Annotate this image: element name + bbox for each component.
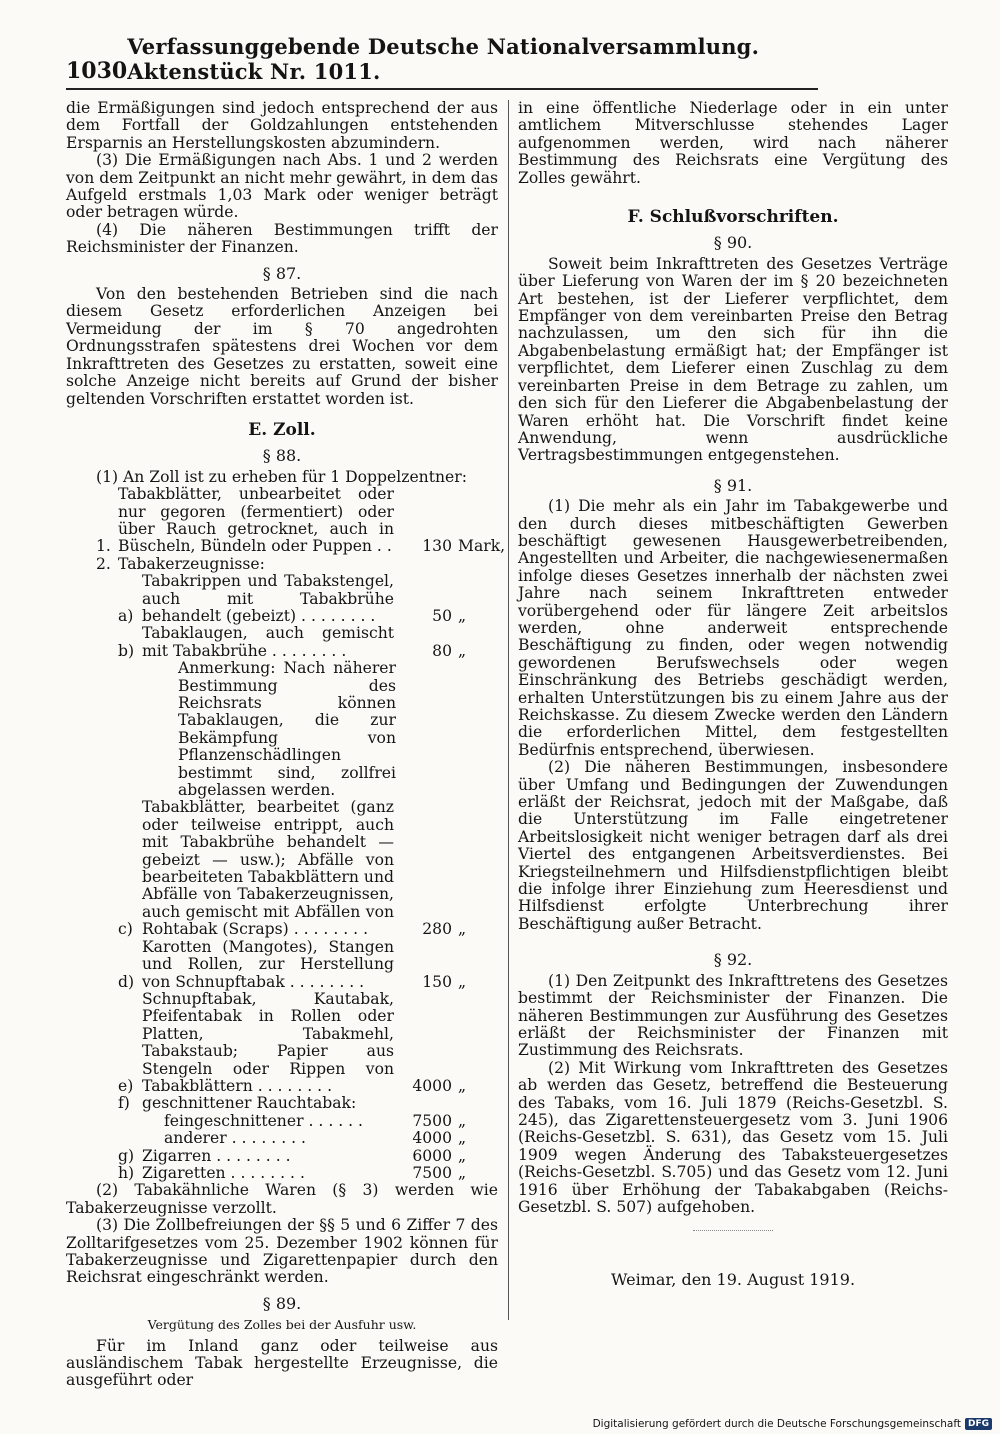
- paragraph: (2) Die näheren Bestimmungen, insbesondere über Umfang und Bedingungen der Zuwendungen erläßt der Reichsrat, jedoch mit der Maßgabe, daß die Unterstützung im Falle eingetretener Arbeitslosigkeit nicht weniger betragen darf als drei Viertel des entgangenen Arbeitsverdienstes. Bei Kriegsteilnehmern und Hilfsdienstpflichtigen bleibt die infolge ihrer Einziehung zum Heeresdienst und Hilfsdienst erfolgte Unterbrechung ihrer Beschäftigung außer Betracht.: [518, 758, 948, 933]
- section-number: § 89.: [262, 1293, 302, 1313]
- page-number: 1030: [66, 58, 128, 84]
- section-number: § 90.: [713, 233, 753, 253]
- section-number: § 91.: [713, 475, 753, 495]
- paragraph: (3) Die Zollbefreiungen der §§ 5 und 6 Ziffer 7 des Zolltarifgesetzes vom 25. Dezember 1902 können für Tabakerzeugnisse und Zigarettenpapier durch den Reichsrat eingeschränkt werden.: [66, 1216, 498, 1287]
- note: Anmerkung: Nach näherer Bestimmung des Reichsrats können Tabaklaugen, die zur Bekämpfung von Pflanzenschädlingen bestimmt sind, zollfrei abgelassen werden.: [178, 659, 396, 800]
- paragraph: Soweit beim Inkrafttreten des Gesetzes Verträge über Lieferung von Waren der im § 20 bezeichneten Art bestehen, ist der Lieferer verpflichtet, dem Empfänger von dem vereinbarten Preise den Betrag nachzulassen, um den sich für ihn die Abgabenbelastung ermäßigt hat; der Empfänger ist verpflichtet, dem Lieferer einen Zuschlag zu dem vereinbarten Preise in dem Betrage zu zahlen, um den sich für den Lieferer die Abgabenbelastung der Waren erhöht hat. Die Vorschrift findet keine Anwendung, wenn ausdrückliche Vertragsbestimmungen entgegenstehen.: [518, 254, 948, 465]
- item-rate: 6000: [412, 1146, 452, 1165]
- item-letter: e): [118, 1076, 134, 1095]
- item-letter: a): [118, 606, 134, 625]
- item-rate: 150: [422, 972, 452, 991]
- item-text: Tabakblätter, bearbeitet (ganz oder teilweise entrippt, auch mit Tabakbrühe behandelt — gebeizt — usw.); Abfälle von bearbeiteten Tabakblättern und Abfälle von Tabakerzeugnissen, auch gemischt mit Abfällen von Rohtabak (Scraps) . . . . . . . .: [142, 798, 394, 939]
- item-unit: „: [458, 920, 467, 939]
- section-number: § 88.: [262, 446, 302, 466]
- tariff-row: [118, 1165, 498, 1182]
- right-column: [518, 100, 948, 1289]
- item-text: Zigaretten . . . . . . . .: [142, 1163, 305, 1182]
- paragraph: die Ermäßigungen sind jedoch entsprechend der aus dem Fortfall der Goldzahlungen entstehenden Ersparnis an Herstellungskosten abzumindern.: [66, 99, 498, 152]
- paragraph: (2) Mit Wirkung vom Inkrafttreten des Gesetzes ab werden das Gesetz, betreffend die Besteuerung des Tabaks, vom 16. Juli 1879 (Reichs-Gesetzbl. S. 245), das Zigarettensteuergesetz vom 3. Juni 1906 (Reichs-Gesetzbl. S. 631), das Gesetz vom 15. Juli 1909 wegen Änderung des Tabaksteuergesetzes (Reichs-Gesetzbl. S.705) und das Gesetz vom 12. Juni 1916 über Erhöhung der Tabakabgaben (Reichs-Gesetzbl. S. 507) aufgehoben.: [518, 1058, 948, 1216]
- chapter-heading: F. Schlußvorschriften.: [627, 207, 839, 228]
- digitization-footer: [593, 1418, 992, 1430]
- paragraph: Von den bestehenden Betrieben sind die nach diesem Gesetz erforderlichen Anzeigen bei Vermeidung der im § 70 angedrohten Ordnungsstrafen spätestens drei Wochen vor dem Inkrafttreten des Gesetzes zu erstatten, soweit eine solche Anzeige nicht bereits auf Grund der bisher geltenden Vorschriften erstattet worden ist.: [66, 285, 498, 408]
- item-unit: Mark,: [458, 537, 506, 556]
- paragraph: (2) Tabakähnliche Waren (§ 3) werden wie Tabakerzeugnisse verzollt.: [66, 1181, 498, 1217]
- tariff-row: [118, 991, 498, 1095]
- tariff-row: [118, 625, 498, 660]
- item-unit: „: [458, 1076, 467, 1095]
- footer-text: Digitalisierung gefördert durch die Deutsche Forschungsgemeinschaft: [592, 1418, 961, 1430]
- item-rate: 280: [422, 920, 452, 939]
- item-rate: 7500: [412, 1111, 452, 1130]
- paragraph: Für im Inland ganz oder teilweise aus ausländischem Tabak hergestellte Erzeugnisse, die ausgeführt oder: [66, 1336, 498, 1390]
- item-unit: „: [458, 972, 467, 991]
- tariff-row: [164, 1113, 498, 1130]
- item-text: Karotten (Mangotes), Stangen und Rollen, zur Herstellung von Schnupftabak . . . . . . . .: [142, 937, 394, 991]
- section-subtitle: Vergütung des Zolles bei der Ausfuhr usw.: [147, 1317, 417, 1333]
- item-letter: d): [118, 972, 135, 991]
- item-rate: 4000: [412, 1129, 452, 1148]
- tariff-row: [118, 1095, 498, 1112]
- item-letter: g): [118, 1146, 135, 1165]
- paragraph: (3) Die Ermäßigungen nach Abs. 1 und 2 werden von dem Zeitpunkt an nicht mehr gewährt, in dem das Aufgeld erstmals 1,03 Mark oder weniger beträgt oder betragen würde.: [66, 151, 498, 222]
- item-text: Zigarren . . . . . . . .: [142, 1146, 291, 1165]
- item-text: Tabakerzeugnisse:: [118, 554, 265, 573]
- item-unit: „: [458, 1146, 467, 1165]
- item-rate: 50: [432, 606, 452, 625]
- item-rate: 7500: [412, 1163, 452, 1182]
- item-unit: „: [458, 606, 467, 625]
- item-letter: b): [118, 641, 135, 660]
- item-unit: „: [458, 1129, 467, 1148]
- item-number: 1.: [96, 537, 111, 556]
- item-letter: c): [118, 920, 133, 939]
- chapter-heading: E. Zoll.: [248, 419, 316, 440]
- item-rate: 130: [422, 537, 452, 556]
- item-rate: 4000: [412, 1076, 452, 1095]
- tariff-row: [164, 1130, 498, 1147]
- item-number: 2.: [96, 554, 111, 573]
- tariff-row: [118, 939, 498, 991]
- section-number: § 87.: [262, 263, 302, 283]
- item-rate: 80: [432, 641, 452, 660]
- tariff-row: [96, 556, 498, 573]
- separator: [693, 1230, 773, 1231]
- paragraph: (1) Die mehr als ein Jahr im Tabakgewerbe und den durch dieses mitbeschäftigten Gewerben beschäftigt gewesenen Hausgewerbetreibenden, Angestellten und Arbeiter, die nachgewiesenermaßen infolge dieses Gesetzes innerhalb der nächsten zwei Jahre nach seinem Inkrafttreten entweder vorübergehend oder für längere Zeit arbeitslos werden, ohne anderweit entsprechende Beschäftigung zu finden, oder wegen notwendig gewordenen Berufswechsels oder wegen Einschränkung des Betriebs geschädigt werden, erhalten Unterstützungen bis zu einem Jahre aus der Reichskasse. Zu diesem Zwecke werden den Ländern die erforderlichen Mittel, dem festgestellten Bedürfnis entsprechend, überwiesen.: [518, 497, 948, 759]
- tariff-table: [96, 485, 506, 1182]
- item-text: Tabakrippen und Tabakstengel, auch mit Tabakbrühe behandelt (gebeizt) . . . . . . . .: [142, 572, 394, 625]
- page-header: [66, 34, 818, 90]
- tariff-row: [96, 485, 506, 556]
- section-number: § 92.: [713, 950, 753, 970]
- left-column: [66, 99, 506, 1390]
- tariff-row: [118, 1148, 498, 1165]
- signature-line: Weimar, den 19. August 1919.: [610, 1270, 856, 1290]
- paragraph: in eine öffentliche Niederlage oder in ein unter amtlichem Mitverschlusse stehendes Lager aufgenommen werden, wird nach näherer Bestimmung des Reichsrats eine Vergütung des Zolles gewährt.: [518, 99, 948, 187]
- page-title: Verfassunggebende Deutsche Nationalversammlung. Aktenstück Nr. 1011.: [127, 34, 760, 84]
- paragraph: (1) An Zoll ist zu erheben für 1 Doppelzentner:: [96, 467, 467, 486]
- item-text: geschnittener Rauchtabak:: [142, 1094, 357, 1113]
- item-unit: „: [458, 641, 467, 660]
- item-text: feingeschnittener . . . . . .: [164, 1111, 364, 1130]
- item-text: Tabakblätter, unbearbeitet oder nur gegoren (fermentiert) oder über Rauch getrocknet, auch in Büscheln, Bündeln oder Puppen . .: [118, 485, 394, 556]
- column-divider: [508, 100, 509, 1320]
- tariff-row: [118, 799, 498, 938]
- item-unit: „: [458, 1163, 467, 1182]
- tariff-row: [118, 573, 498, 625]
- dfg-logo: DFG: [965, 1418, 992, 1430]
- tariff-subitems: [118, 573, 498, 1182]
- item-text: Tabaklaugen, auch gemischt mit Tabakbrühe . . . . . . . .: [142, 624, 394, 660]
- item-text: anderer . . . . . . . .: [164, 1129, 306, 1148]
- item-text: Schnupftabak, Kautabak, Pfeifentabak in Rollen oder Platten, Tabakmehl, Tabakstaub; Papier aus Stengeln oder Rippen von Tabakblättern . . . . . . . .: [142, 989, 394, 1095]
- item-letter: h): [118, 1163, 135, 1182]
- paragraph: (1) Den Zeitpunkt des Inkrafttretens des Gesetzes bestimmt der Reichsminister der Finanzen. Die näheren Bestimmungen zur Ausführung des Gesetzes erläßt der Reichsminister der Finanzen mit Zustimmung des Reichsrats.: [518, 971, 948, 1060]
- paragraph: (4) Die näheren Bestimmungen trifft der Reichsminister der Finanzen.: [66, 220, 498, 257]
- item-unit: „: [458, 1111, 467, 1130]
- item-letter: f): [118, 1094, 130, 1113]
